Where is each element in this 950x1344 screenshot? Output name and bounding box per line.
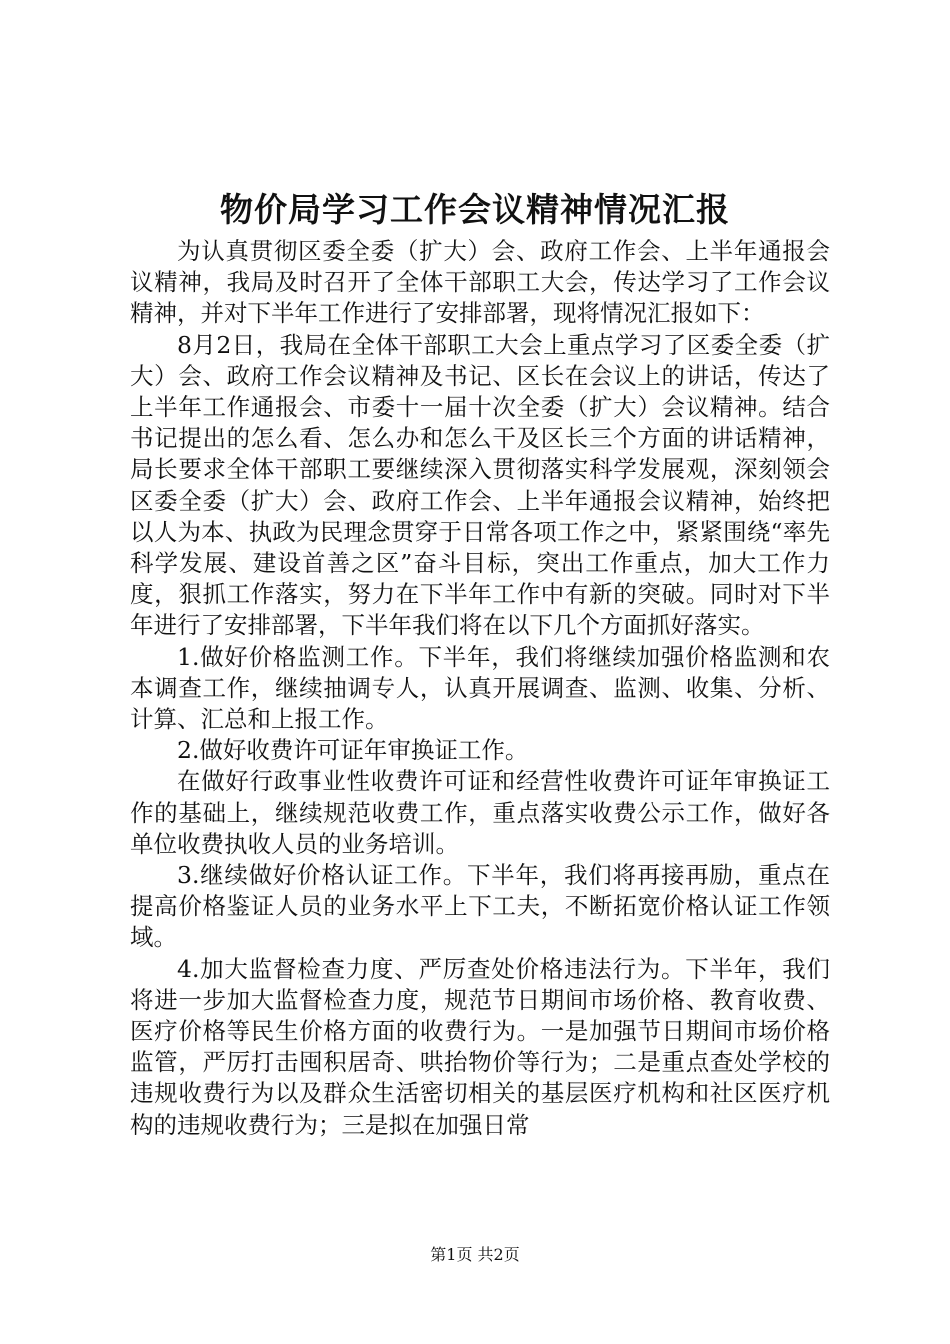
document-title: 物价局学习工作会议精神情况汇报 [220, 190, 730, 229]
paragraph-item-2: 2.做好收费许可证年审换证工作。 [177, 736, 529, 765]
paragraph-aug2: 8月2日，我局在全体干部职工大会上重点学习了区委全委（扩大）会、政府工作会议精神及书记、区长在会议上的讲话，传达了上半年工作通报会、市委十一届十次全委（扩大）会议精神。结合书记提出的怎么看、怎么办和怎么干及区长三个方面的讲话精神，局长要求全体干部职工要继续深入贯彻落实科学发展观，深刻领会区委全委（扩大）会、政府工作会、上半年通报会议精神，始终把以人为本、执政为民理念贯穿于日常各项工作之中，紧紧围绕“率先科学发展、建设首善之区”奋斗目标，突出工作重点，加大工作力度，狠抓工作落实，努力在下半年工作中有新的突破。同时对下半年进行了安排部署，下半年我们将在以下几个方面抓好落实。 [130, 330, 830, 640]
page-footer: 第1页 共2页 [430, 1245, 520, 1264]
paragraph-item-2-detail: 在做好行政事业性收费许可证和经营性收费许可证年审换证工作的基础上，继续规范收费工作，重点落实收费公示工作，做好各单位收费执收人员的业务培训。 [130, 767, 830, 858]
paragraph-item-1: 1.做好价格监测工作。下半年，我们将继续加强价格监测和农本调查工作，继续抽调专人，认真开展调查、监测、收集、分析、计算、汇总和上报工作。 [130, 642, 830, 734]
paragraph-intro: 为认真贯彻区委全委（扩大）会、政府工作会、上半年通报会议精神，我局及时召开了全体干部职工大会，传达学习了工作会议精神，并对下半年工作进行了安排部署，现将情况汇报如下： [130, 237, 830, 328]
paragraph-item-4: 4.加大监督检查力度、严厉查处价格违法行为。下半年，我们将进一步加大监督检查力度，规范节日期间市场价格、教育收费、医疗价格等民生价格方面的收费行为。一是加强节日期间市场价格监管，严厉打击囤积居奇、哄抬物价等行为；二是重点查处学校的违规收费行为以及群众生活密切相关的基层医疗机构和社区医疗机构的违规收费行为；三是拟在加强日常 [130, 954, 830, 1139]
paragraph-item-3: 3.继续做好价格认证工作。下半年，我们将再接再励，重点在提高价格鉴证人员的业务水平上下工夫，不断拓宽价格认证工作领域。 [130, 861, 830, 952]
document-body [130, 236, 830, 1141]
